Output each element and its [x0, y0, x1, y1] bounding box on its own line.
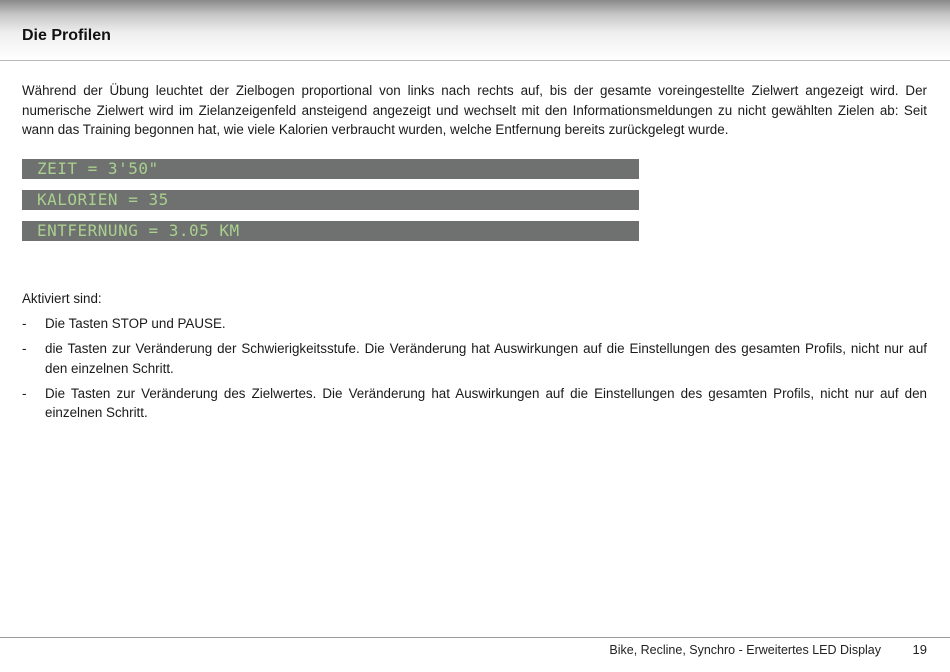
- intro-paragraph: Während der Übung leuchtet der Zielbogen proportional von links nach rechts auf, bis der gesamte voreingestellte Zielwert angezeigt wird. Der numerische Zielwert wird im Zielanzeigenfeld ansteigend angezeigt und wechselt mit den Informationsmeldungen zu nicht gewählten Zielen ab: Seit wann das Training begonnen hat, wie viele Kalorien verbraucht wurden, welche Entfernung bereits zurückgelegt wurde.: [22, 83, 927, 137]
- page-number: 19: [912, 642, 927, 657]
- bullet-marker: -: [22, 316, 27, 331]
- lcd-display-time: ZEIT = 3'50": [22, 159, 639, 179]
- bullet-marker: -: [22, 385, 27, 401]
- footer-divider: [0, 637, 950, 638]
- page-header: [0, 0, 950, 61]
- lcd-display-distance: ENTFERNUNG = 3.05 KM: [22, 221, 639, 241]
- list-item: [22, 314, 927, 334]
- list-item: [22, 384, 927, 423]
- active-list: [22, 314, 927, 428]
- list-item-text: Die Tasten STOP und PAUSE.: [45, 316, 226, 331]
- bullet-marker: -: [22, 341, 27, 356]
- page-title: Die Profilen: [22, 27, 111, 44]
- list-item-text: Die Tasten zur Veränderung des Zielwertes. Die Veränderung hat Auswirkungen auf die Einstellungen des gesamten Profils, nicht nur auf den einzelnen Schritt.: [45, 385, 927, 420]
- lcd-display-calories: KALORIEN = 35: [22, 190, 639, 210]
- footer-title: Bike, Recline, Synchro - Erweitertes LED Display: [609, 643, 881, 657]
- list-item-text: die Tasten zur Veränderung der Schwierigkeitsstufe. Die Veränderung hat Auswirkungen auf die Einstellungen des gesamten Profils, nicht nur auf den einzelnen Schritt.: [45, 341, 927, 376]
- list-item: [22, 339, 927, 378]
- active-section-title: Aktiviert sind:: [22, 291, 102, 306]
